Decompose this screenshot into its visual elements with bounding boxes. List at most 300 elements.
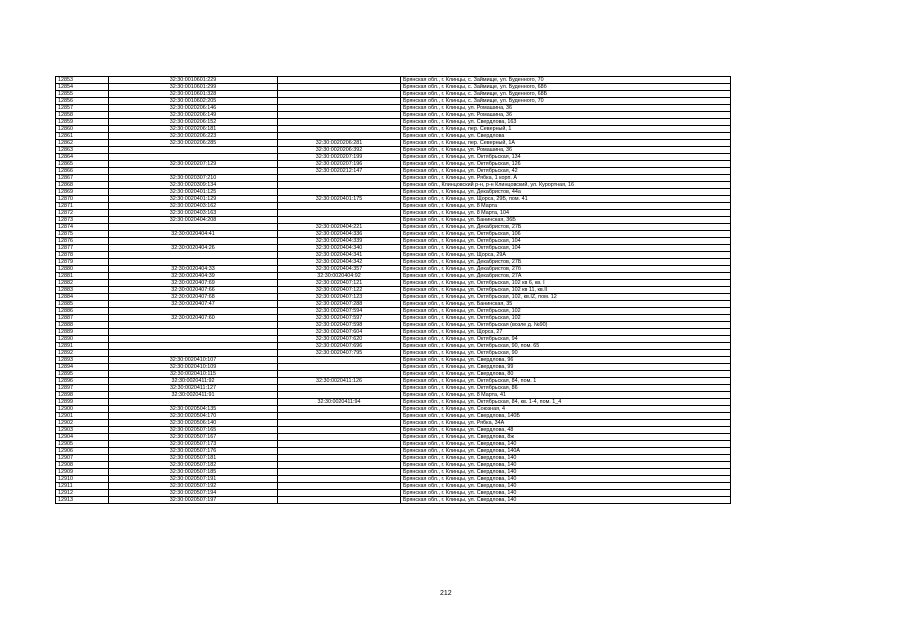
cadastral-number-cell: 32:30:0020410:109 — [109, 364, 278, 371]
parent-number-cell: 32:30:0020404:92 — [278, 273, 401, 280]
row-number-cell: 12894 — [56, 364, 109, 371]
parent-number-cell — [278, 406, 401, 413]
address-cell: Брянская обл., г. Клинцы, ул. Декабристов, 44а — [401, 189, 731, 196]
parent-number-cell — [278, 476, 401, 483]
row-number-cell: 12885 — [56, 301, 109, 308]
row-number-cell: 12863 — [56, 147, 109, 154]
table-row — [56, 462, 731, 469]
table-row — [56, 483, 731, 490]
address-cell: Брянская обл., г. Клинцы, ул. Ромашина, 36 — [401, 112, 731, 119]
cadastral-number-cell: 32:30:0020507:194 — [109, 490, 278, 497]
cadastral-number-cell: 32:30:0020401:125 — [109, 189, 278, 196]
parent-number-cell — [278, 462, 401, 469]
address-cell: Брянская обл., г. Клинцы, ул. Октябрьская, 102 кв 11, кв.II — [401, 287, 731, 294]
row-number-cell: 12884 — [56, 294, 109, 301]
cadastral-number-cell: 32:30:0020207:129 — [109, 161, 278, 168]
cadastral-number-cell: 32:30:0010601:299 — [109, 84, 278, 91]
cadastral-number-cell: 32:30:0020403:162 — [109, 203, 278, 210]
address-cell: Брянская обл., г. Клинцы, ул. Свердлова, 140 — [401, 483, 731, 490]
parent-number-cell — [278, 98, 401, 105]
table-row — [56, 392, 731, 399]
parent-number-cell: 32:30:0020407:123 — [278, 294, 401, 301]
cadastral-number-cell: 32:30:0020507:197 — [109, 497, 278, 504]
table-row — [56, 161, 731, 168]
table-row — [56, 469, 731, 476]
parent-number-cell: 32:30:0020407:288 — [278, 301, 401, 308]
parent-number-cell — [278, 217, 401, 224]
address-cell: Брянская обл., г. Клинцы, ул. Щорса, 29А — [401, 252, 731, 259]
row-number-cell: 12879 — [56, 259, 109, 266]
table-row — [56, 413, 731, 420]
cadastral-number-cell: 32:30:0020404:208 — [109, 217, 278, 224]
cadastral-number-cell: 32:30:0020206:223 — [109, 133, 278, 140]
table-row — [56, 476, 731, 483]
parent-number-cell — [278, 133, 401, 140]
cadastral-number-cell — [109, 238, 278, 245]
table-row — [56, 448, 731, 455]
row-number-cell: 12887 — [56, 315, 109, 322]
address-cell: Брянская обл., г. Клинцы, ул. Октябрьская, 126 — [401, 161, 731, 168]
cadastral-number-cell: 32:30:0020407:66 — [109, 287, 278, 294]
row-number-cell: 12860 — [56, 126, 109, 133]
cadastral-number-cell: 32:30:0020404:33 — [109, 266, 278, 273]
table-row — [56, 252, 731, 259]
address-cell: Брянская обл., г. Клинцы, ул. Свердлова, 140 — [401, 476, 731, 483]
table-row — [56, 238, 731, 245]
cadastral-number-cell — [109, 322, 278, 329]
table-row — [56, 119, 731, 126]
row-number-cell: 12854 — [56, 84, 109, 91]
table-row — [56, 455, 731, 462]
row-number-cell: 12874 — [56, 224, 109, 231]
address-cell: Брянская обл., г. Клинцы, ул. Свердлова, 140Б — [401, 413, 731, 420]
cadastral-number-cell: 32:30:0020407:69 — [109, 280, 278, 287]
table-row — [56, 182, 731, 189]
parent-number-cell — [278, 126, 401, 133]
address-cell: Брянская обл., г. Клинцы, ул. Свердлова, 99 — [401, 364, 731, 371]
parent-number-cell: 32:30:0020407:696 — [278, 343, 401, 350]
parent-number-cell: 32:30:0020407:121 — [278, 280, 401, 287]
parent-number-cell: 32:30:0020407:122 — [278, 287, 401, 294]
parent-number-cell: 32:30:0020401:175 — [278, 196, 401, 203]
address-cell: Брянская обл., г. Клинцы, ул. 8 Марта, 41 — [401, 392, 731, 399]
row-number-cell: 12878 — [56, 252, 109, 259]
cadastral-number-cell — [109, 147, 278, 154]
parent-number-cell — [278, 413, 401, 420]
parent-number-cell: 32:30:0020207:199 — [278, 154, 401, 161]
address-cell: Брянская обл., г. Клинцы, ул. Свердлова, 8ж — [401, 434, 731, 441]
table-row — [56, 357, 731, 364]
row-number-cell: 12869 — [56, 189, 109, 196]
address-cell: Брянская обл., г. Клинцы, ул. Октябрьская, 104 — [401, 238, 731, 245]
parent-number-cell — [278, 182, 401, 189]
parent-number-cell — [278, 357, 401, 364]
cadastral-number-cell: 32:30:0020507:173 — [109, 441, 278, 448]
address-cell: Брянская обл., г. Клинцы, пер. Северный, 1А — [401, 140, 731, 147]
address-cell: Брянская обл., г. Клинцы, ул. Союзная, 4 — [401, 406, 731, 413]
cadastral-number-cell — [109, 329, 278, 336]
cadastral-number-cell: 32:30:0010601:229 — [109, 77, 278, 84]
address-cell: Брянская обл., г. Клинцы, ул. Октябрьская, 86 — [401, 385, 731, 392]
parent-number-cell — [278, 189, 401, 196]
page-number: 212 — [440, 590, 452, 597]
cadastral-number-cell: 32:30:0020403:163 — [109, 210, 278, 217]
table-row — [56, 343, 731, 350]
row-number-cell: 12880 — [56, 266, 109, 273]
cadastral-number-cell: 32:30:0020206:152 — [109, 119, 278, 126]
address-cell: Брянская обл., г. Клинцы, с. Займище, ул. Буденного, 70 — [401, 77, 731, 84]
cadastral-number-cell: 32:30:0020507:185 — [109, 469, 278, 476]
parent-number-cell: 32:30:0020407:604 — [278, 329, 401, 336]
cadastral-number-cell: 32:30:0020507:191 — [109, 476, 278, 483]
table-row — [56, 490, 731, 497]
register-table-body — [56, 77, 731, 504]
parent-number-cell — [278, 77, 401, 84]
table-row — [56, 371, 731, 378]
address-cell: Брянская обл., г. Клинцы, ул. Свердлова, 80 — [401, 371, 731, 378]
table-row — [56, 273, 731, 280]
cadastral-number-cell: 32:30:0020206:181 — [109, 126, 278, 133]
table-row — [56, 84, 731, 91]
parent-number-cell: 32:30:0020404:341 — [278, 252, 401, 259]
address-cell: Брянская обл., г. Клинцы, ул. Рябка, 1 корп. А — [401, 175, 731, 182]
row-number-cell: 12889 — [56, 329, 109, 336]
address-cell: Брянская обл., г. Клинцы, ул. Свердлова, 140 — [401, 462, 731, 469]
cadastral-number-cell: 32:30:0020410:115 — [109, 371, 278, 378]
address-cell: Брянская обл., г. Клинцы, ул. Декабристов, 27А — [401, 273, 731, 280]
row-number-cell: 12896 — [56, 378, 109, 385]
cadastral-number-cell: 32:30:0020404:41 — [109, 231, 278, 238]
table-row — [56, 287, 731, 294]
address-cell: Брянская обл., г. Клинцы, ул. Октябрьская, 84, пом. 1 — [401, 378, 731, 385]
table-row — [56, 147, 731, 154]
row-number-cell: 12853 — [56, 77, 109, 84]
row-number-cell: 12886 — [56, 308, 109, 315]
row-number-cell: 12906 — [56, 448, 109, 455]
parent-number-cell: 32:30:0020404:336 — [278, 231, 401, 238]
address-cell: Брянская обл., г. Клинцы, ул. Октябрьская, 106 — [401, 231, 731, 238]
table-row — [56, 98, 731, 105]
table-row — [56, 378, 731, 385]
parent-number-cell — [278, 448, 401, 455]
table-row — [56, 224, 731, 231]
row-number-cell: 12873 — [56, 217, 109, 224]
row-number-cell: 12867 — [56, 175, 109, 182]
parent-number-cell — [278, 497, 401, 504]
address-cell: Брянская обл., г. Клинцы, ул. Свердлова, 140 — [401, 490, 731, 497]
cadastral-number-cell — [109, 154, 278, 161]
address-cell: Брянская обл., г. Клинцы, ул. Октябрьская, 102, кв.IZ, пом. 12 — [401, 294, 731, 301]
address-cell: Брянская обл., г. Клинцы, с. Займище, ул. Буденного, 70 — [401, 98, 731, 105]
parent-number-cell: 32:30:0020411:94 — [278, 399, 401, 406]
cadastral-number-cell: 32:30:0020404:39 — [109, 273, 278, 280]
address-cell: Брянская обл., г. Клинцы, ул. Щорса, 27 — [401, 329, 731, 336]
row-number-cell: 12908 — [56, 462, 109, 469]
parent-number-cell: 32:30:0020207:196 — [278, 161, 401, 168]
parent-number-cell — [278, 392, 401, 399]
address-cell: Брянская обл., г. Клинцы, ул. Свердлова, 140 — [401, 497, 731, 504]
address-cell: Брянская обл., г. Клинцы, с. Займище, ул. Буденного, 68Б — [401, 91, 731, 98]
table-row — [56, 385, 731, 392]
row-number-cell: 12858 — [56, 112, 109, 119]
table-row — [56, 231, 731, 238]
cadastral-number-cell: 32:30:0020507:192 — [109, 483, 278, 490]
row-number-cell: 12900 — [56, 406, 109, 413]
row-number-cell: 12903 — [56, 427, 109, 434]
cadastral-number-cell: 32:30:0020309:134 — [109, 182, 278, 189]
row-number-cell: 12866 — [56, 168, 109, 175]
row-number-cell: 12910 — [56, 476, 109, 483]
table-row — [56, 140, 731, 147]
cadastral-number-cell: 32:30:0020410:107 — [109, 357, 278, 364]
table-row — [56, 322, 731, 329]
cadastral-number-cell: 32:30:0020407:68 — [109, 294, 278, 301]
table-row — [56, 203, 731, 210]
address-cell: Брянская обл., г. Клинцы, ул. Ромашина, 36 — [401, 105, 731, 112]
table-row — [56, 497, 731, 504]
table-row — [56, 175, 731, 182]
address-cell: Брянская обл., г. Клинцы, с. Займище, ул. Буденного, 68б — [401, 84, 731, 91]
row-number-cell: 12901 — [56, 413, 109, 420]
address-cell: Брянская обл., г. Клинцы, ул. Октябрьская, 90, пом. 65 — [401, 343, 731, 350]
address-cell: Брянская обл., г. Клинцы, ул. Щорса, 29Б, пом. 41 — [401, 196, 731, 203]
table-row — [56, 336, 731, 343]
table-row — [56, 189, 731, 196]
address-cell: Брянская обл., г. Клинцы, ул. Банинская, 35 — [401, 301, 731, 308]
address-cell: Брянская обл., г. Клинцы, ул. Свердлова, 96 — [401, 357, 731, 364]
row-number-cell: 12882 — [56, 280, 109, 287]
cadastral-number-cell: 32:30:0020411:127 — [109, 385, 278, 392]
table-row — [56, 266, 731, 273]
parent-number-cell: 32:30:0020206:281 — [278, 140, 401, 147]
table-row — [56, 154, 731, 161]
parent-number-cell: 32:30:0020404:221 — [278, 224, 401, 231]
parent-number-cell — [278, 371, 401, 378]
row-number-cell: 12895 — [56, 371, 109, 378]
parent-number-cell: 32:30:0020404:339 — [278, 238, 401, 245]
cadastral-number-cell — [109, 168, 278, 175]
parent-number-cell — [278, 441, 401, 448]
table-row — [56, 217, 731, 224]
address-cell: Брянская обл., г. Клинцы, ул. Октябрьская, 102 — [401, 308, 731, 315]
parent-number-cell: 32:30:0020411:126 — [278, 378, 401, 385]
parent-number-cell — [278, 84, 401, 91]
address-cell: Брянская обл., г. Клинцы, ул. Декабристов, 27Б — [401, 259, 731, 266]
row-number-cell: 12897 — [56, 385, 109, 392]
cadastral-number-cell — [109, 252, 278, 259]
row-number-cell: 12868 — [56, 182, 109, 189]
parent-number-cell: 32:30:0020407:597 — [278, 315, 401, 322]
row-number-cell: 12857 — [56, 105, 109, 112]
address-cell: Брянская обл., г. Клинцы, ул. Октябрьская, 84, кв. 1-4, пом. 1_4 — [401, 399, 731, 406]
row-number-cell: 12862 — [56, 140, 109, 147]
cadastral-number-cell: 32:30:0020307:210 — [109, 175, 278, 182]
row-number-cell: 12891 — [56, 343, 109, 350]
address-cell: Брянская обл., г. Клинцы, ул. Рябка, 34А — [401, 420, 731, 427]
table-row — [56, 308, 731, 315]
table-row — [56, 315, 731, 322]
cadastral-number-cell: 32:30:0020507:167 — [109, 434, 278, 441]
cadastral-number-cell: 32:30:0020507:181 — [109, 455, 278, 462]
parent-number-cell — [278, 490, 401, 497]
address-cell: Брянская обл., г. Клинцы, ул. Октябрьская, 102 — [401, 315, 731, 322]
address-cell: Брянская обл., г. Клинцы, ул. Свердлова, 140А — [401, 448, 731, 455]
row-number-cell: 12893 — [56, 357, 109, 364]
row-number-cell: 12883 — [56, 287, 109, 294]
cadastral-number-cell — [109, 259, 278, 266]
table-row — [56, 133, 731, 140]
parent-number-cell — [278, 483, 401, 490]
parent-number-cell — [278, 105, 401, 112]
table-row — [56, 434, 731, 441]
cadastral-number-cell — [109, 224, 278, 231]
cadastral-number-cell: 32:30:0020507:176 — [109, 448, 278, 455]
row-number-cell: 12871 — [56, 203, 109, 210]
cadastral-number-cell — [109, 350, 278, 357]
address-cell: Брянская обл., г. Клинцы, ул. Декабристов, 27Б — [401, 224, 731, 231]
cadastral-number-cell: 32:30:0010602:205 — [109, 98, 278, 105]
row-number-cell: 12913 — [56, 497, 109, 504]
row-number-cell: 12909 — [56, 469, 109, 476]
table-row — [56, 210, 731, 217]
parent-number-cell: 32:30:0020212:147 — [278, 168, 401, 175]
parent-number-cell — [278, 420, 401, 427]
cadastral-number-cell: 32:30:0020401:129 — [109, 196, 278, 203]
row-number-cell: 12870 — [56, 196, 109, 203]
cadastral-number-cell: 32:30:0010601:328 — [109, 91, 278, 98]
parent-number-cell: 32:30:0020404:357 — [278, 266, 401, 273]
address-cell: Брянская обл., г. Клинцы, ул. Ромашина, 36 — [401, 147, 731, 154]
parent-number-cell — [278, 469, 401, 476]
parent-number-cell — [278, 175, 401, 182]
row-number-cell: 12892 — [56, 350, 109, 357]
address-cell: Брянская обл., г. Клинцы, ул. Свердлова, 140 — [401, 441, 731, 448]
table-row — [56, 420, 731, 427]
table-row — [56, 364, 731, 371]
cadastral-number-cell: 32:30:0020411:92 — [109, 378, 278, 385]
cadastral-number-cell: 32:30:0020506:140 — [109, 420, 278, 427]
row-number-cell: 12881 — [56, 273, 109, 280]
table-row — [56, 126, 731, 133]
cadastral-number-cell — [109, 399, 278, 406]
parent-number-cell — [278, 119, 401, 126]
address-cell: Брянская обл., г. Клинцы, ул. Октябрьская, 42 — [401, 168, 731, 175]
address-cell: Брянская обл., г. Клинцы, ул. 8 Марта — [401, 203, 731, 210]
address-cell: Брянская обл., г. Клинцы, ул. Свердлова, 48 — [401, 427, 731, 434]
row-number-cell: 12904 — [56, 434, 109, 441]
cadastral-number-cell: 32:30:0020507:182 — [109, 462, 278, 469]
row-number-cell: 12875 — [56, 231, 109, 238]
row-number-cell: 12902 — [56, 420, 109, 427]
cadastral-number-cell: 32:30:0020504:170 — [109, 413, 278, 420]
table-row — [56, 196, 731, 203]
parent-number-cell — [278, 210, 401, 217]
table-row — [56, 77, 731, 84]
parent-number-cell — [278, 203, 401, 210]
parent-number-cell: 32:30:0020407:795 — [278, 350, 401, 357]
address-cell: Брянская обл., г. Клинцы, ул. Свердлова — [401, 133, 731, 140]
address-cell: Брянская обл., г. Клинцы, ул. Банинская, 36Б — [401, 217, 731, 224]
table-row — [56, 441, 731, 448]
table-row — [56, 91, 731, 98]
address-cell: Брянская обл., г. Клинцы, ул. Октябрьская, 104 — [401, 245, 731, 252]
address-cell: Брянская обл., г. Клинцы, ул. Октябрьская, 90 — [401, 350, 731, 357]
table-row — [56, 294, 731, 301]
row-number-cell: 12856 — [56, 98, 109, 105]
register-table — [55, 76, 731, 504]
parent-number-cell — [278, 112, 401, 119]
address-cell: Брянская обл., г. Клинцы, ул. 8 Марта, 104 — [401, 210, 731, 217]
parent-number-cell — [278, 434, 401, 441]
row-number-cell: 12861 — [56, 133, 109, 140]
row-number-cell: 12899 — [56, 399, 109, 406]
parent-number-cell: 32:30:0020404:340 — [278, 245, 401, 252]
parent-number-cell — [278, 455, 401, 462]
cadastral-number-cell — [109, 308, 278, 315]
table-row — [56, 168, 731, 175]
address-cell: Брянская обл., г. Клинцы, ул. Октябрьская (возле д. №90) — [401, 322, 731, 329]
address-cell: Брянская обл., г. Клинцы, ул. Октябрьская, 134 — [401, 154, 731, 161]
row-number-cell: 12888 — [56, 322, 109, 329]
table-row — [56, 245, 731, 252]
cadastral-number-cell: 32:30:0020507:165 — [109, 427, 278, 434]
cadastral-number-cell: 32:30:0020407:60 — [109, 315, 278, 322]
cadastral-number-cell: 32:30:0020206:149 — [109, 112, 278, 119]
parent-number-cell — [278, 427, 401, 434]
address-cell: Брянская обл., г. Клинцы, пер. Северный, 1 — [401, 126, 731, 133]
address-cell: Брянская обл., г. Клинцы, ул. Свердлова, 140 — [401, 469, 731, 476]
row-number-cell: 12877 — [56, 245, 109, 252]
row-number-cell: 12911 — [56, 483, 109, 490]
address-cell: Брянская обл., г. Клинцы, ул. Декабристов, 27б — [401, 266, 731, 273]
address-cell: Брянская обл., г. Клинцы, ул. Октябрьская, 94 — [401, 336, 731, 343]
cadastral-number-cell: 32:30:0020411:91 — [109, 392, 278, 399]
parent-number-cell — [278, 91, 401, 98]
table-row — [56, 350, 731, 357]
parent-number-cell — [278, 364, 401, 371]
table-row — [56, 406, 731, 413]
parent-number-cell: 32:30:0020407:598 — [278, 322, 401, 329]
row-number-cell: 12865 — [56, 161, 109, 168]
row-number-cell: 12912 — [56, 490, 109, 497]
cadastral-number-cell — [109, 343, 278, 350]
cadastral-number-cell: 32:30:0020206:285 — [109, 140, 278, 147]
table-row — [56, 399, 731, 406]
address-cell: Брянская обл., г. Клинцы, ул. Свердлова, 163 — [401, 119, 731, 126]
address-cell: Брянская обл., Клинцовский р-н, р-н Клинцовский, ул. Курортная, 16 — [401, 182, 731, 189]
row-number-cell: 12864 — [56, 154, 109, 161]
row-number-cell: 12855 — [56, 91, 109, 98]
cadastral-number-cell — [109, 336, 278, 343]
row-number-cell: 12898 — [56, 392, 109, 399]
cadastral-number-cell: 32:30:0020404:26 — [109, 245, 278, 252]
table-row — [56, 259, 731, 266]
row-number-cell: 12876 — [56, 238, 109, 245]
parent-number-cell: 32:30:0020404:342 — [278, 259, 401, 266]
cadastral-number-cell: 32:30:0020407:47 — [109, 301, 278, 308]
table-row — [56, 329, 731, 336]
address-cell: Брянская обл., г. Клинцы, ул. Свердлова, 140 — [401, 455, 731, 462]
row-number-cell: 12859 — [56, 119, 109, 126]
row-number-cell: 12872 — [56, 210, 109, 217]
parent-number-cell: 32:30:0020206:392 — [278, 147, 401, 154]
parent-number-cell: 32:30:0020407:620 — [278, 336, 401, 343]
table-row — [56, 427, 731, 434]
cadastral-number-cell: 32:30:0020206:146 — [109, 105, 278, 112]
parent-number-cell: 32:30:0020407:594 — [278, 308, 401, 315]
table-row — [56, 112, 731, 119]
row-number-cell: 12907 — [56, 455, 109, 462]
